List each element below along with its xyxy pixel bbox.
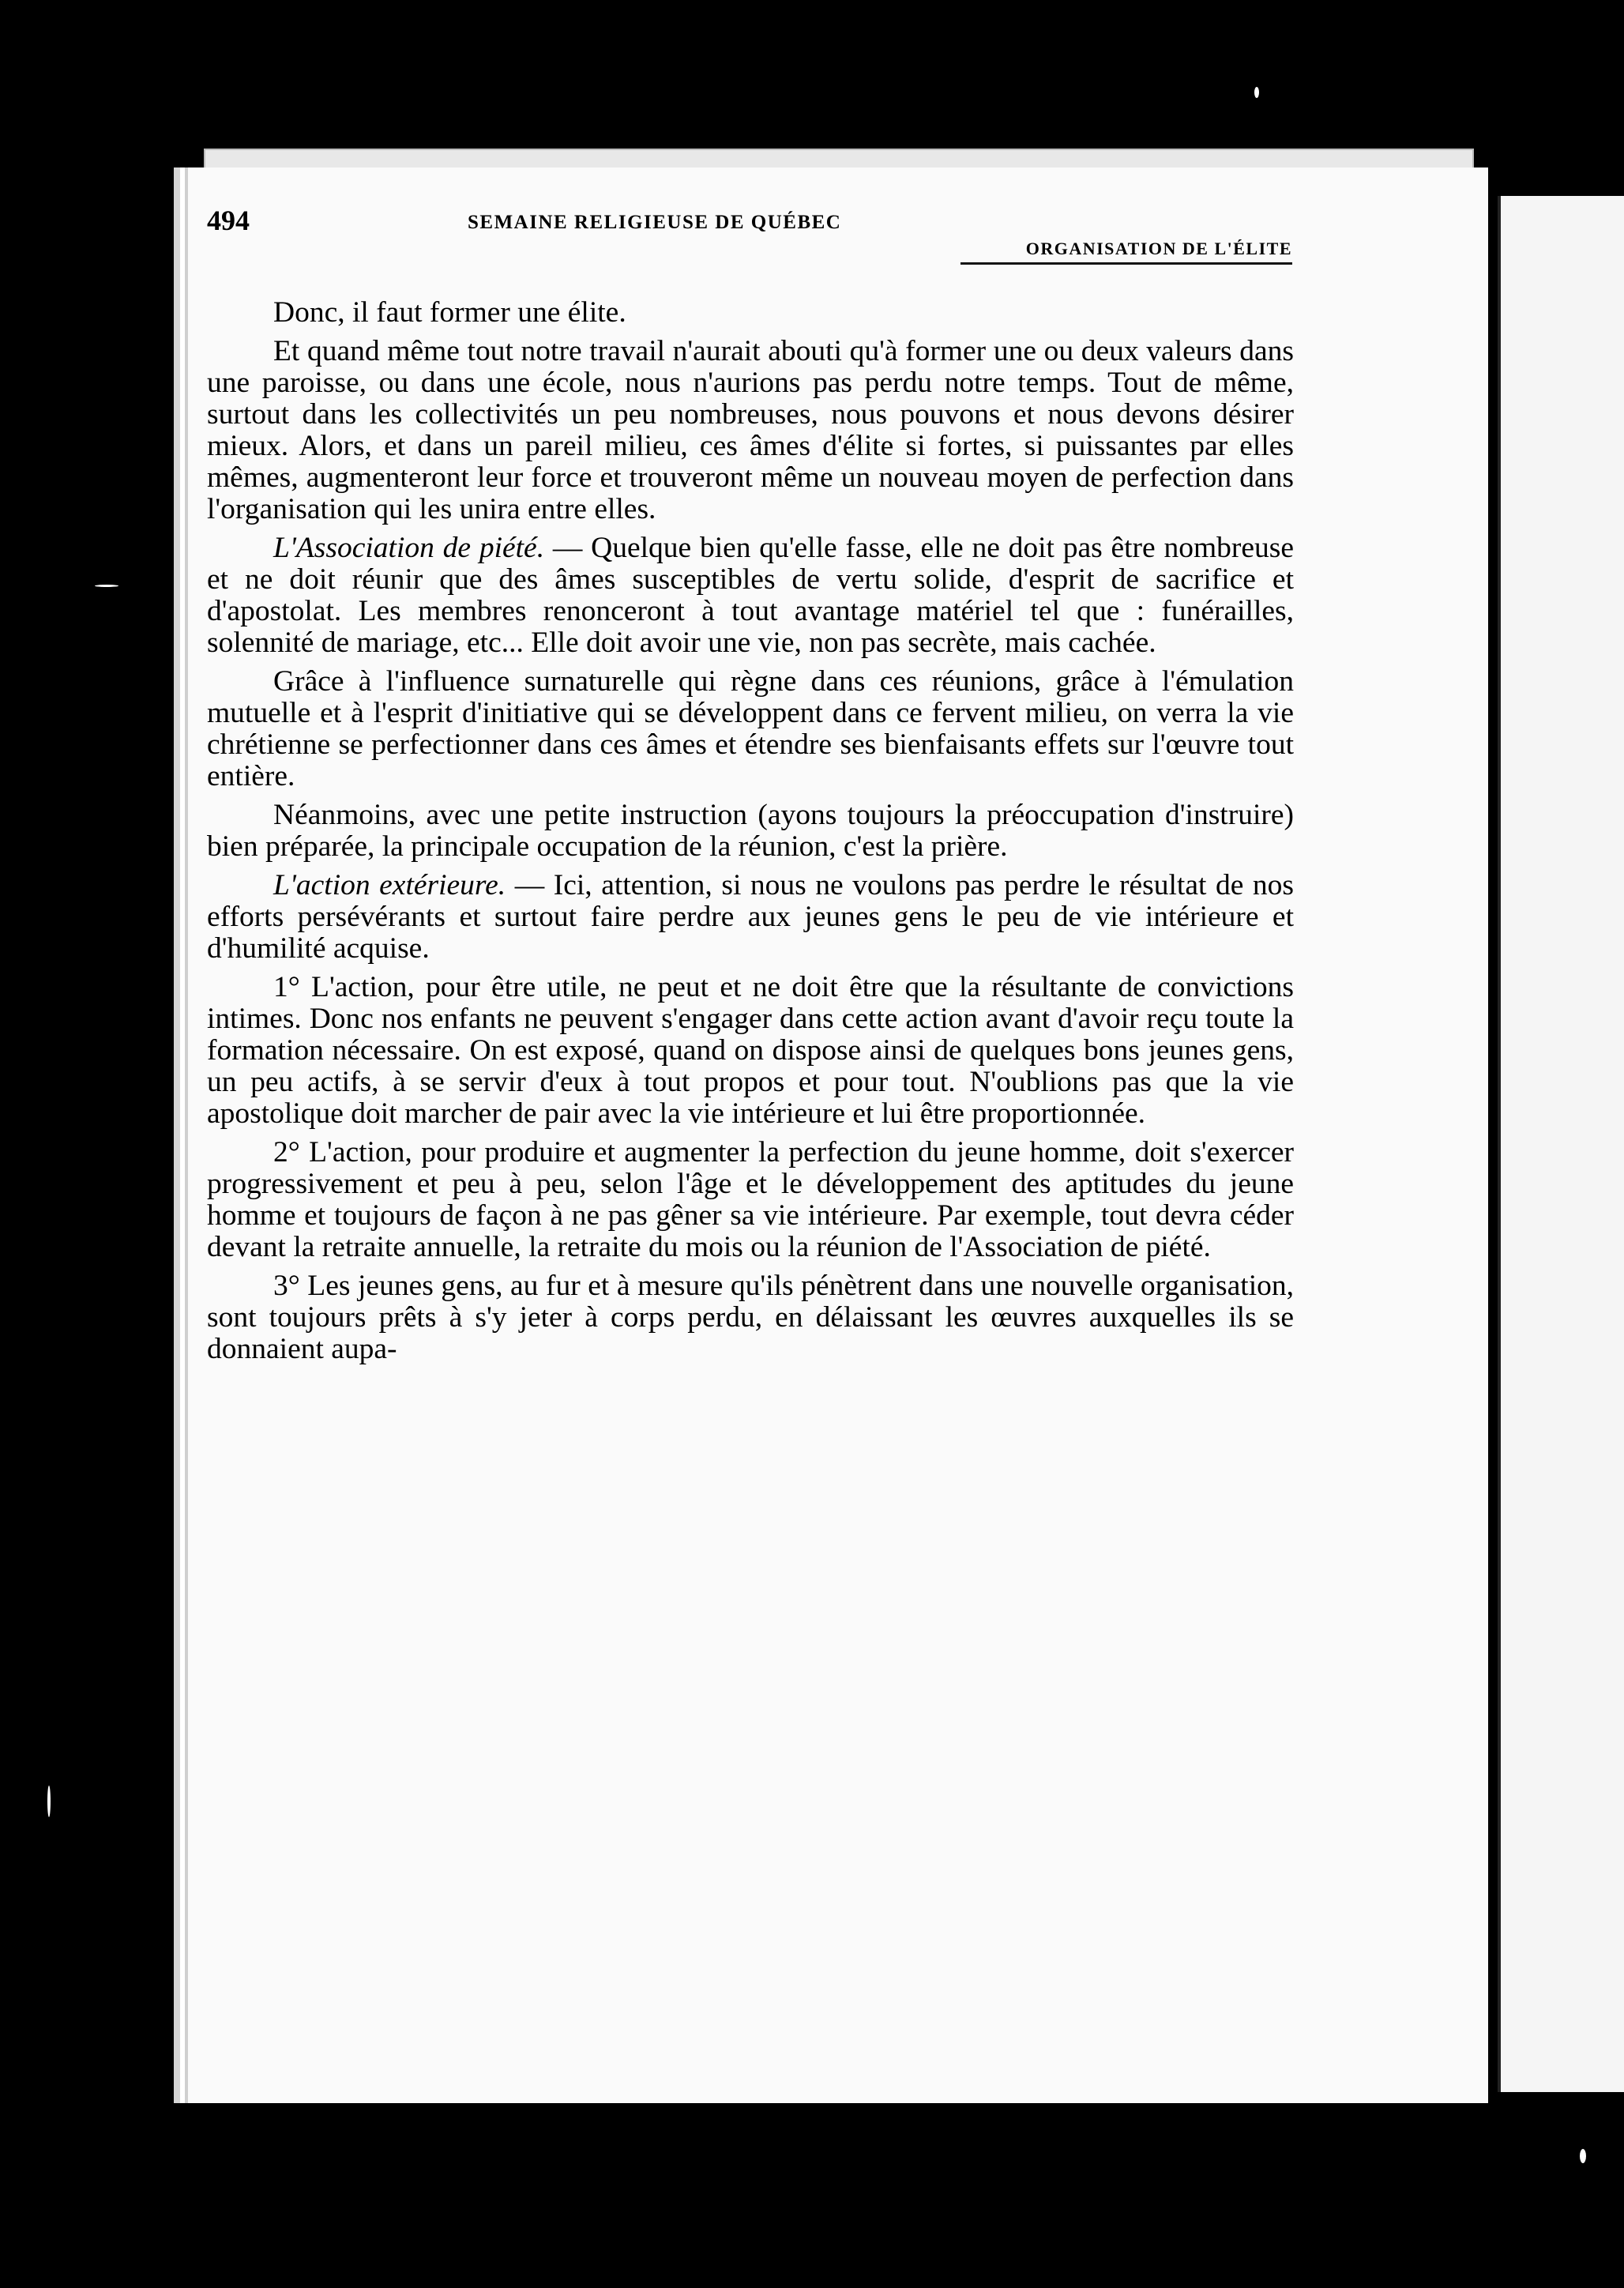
paragraph: L'action extérieure. — Ici, attention, si nous ne voulons pas perdre le résultat de nos efforts persévérants et surtout faire perdre aux jeunes gens le peu de vie intérieure et d'humilité acquise. (207, 869, 1294, 965)
film-speck (47, 1786, 51, 1817)
paragraph-lead: L'action extérieure. (273, 869, 506, 901)
section-title: ORGANISATION DE L'ÉLITE (960, 239, 1292, 265)
paragraph: Grâce à l'influence surnaturelle qui règne dans ces réunions, grâce à l'émulation mutuelle et à l'esprit d'initiative qui se développent dans ce fervent milieu, on verra la vie chrétienne se perfectionner dans ces âmes et étendre ses bienfaisants effets sur l'œuvre tout entière. (207, 665, 1294, 792)
adjacent-page-edge (1498, 196, 1624, 2092)
paragraph: 3° Les jeunes gens, au fur et à mesure qu'ils pénètrent dans une nouvelle organisation, sont toujours prêts à s'y jeter à corps perdu, en délaissant les œuvres auxquelles ils se donnaient aupa- (207, 1270, 1294, 1365)
film-speck (1580, 2149, 1586, 2163)
article-body (207, 297, 1294, 1372)
paragraph: 1° L'action, pour être utile, ne peut et ne doit être que la résultante de convictions intimes. Donc nos enfants ne peuvent s'engager dans cette action avant d'avoir reçu toute la formation nécessaire. On est exposé, quand on dispose ainsi de quelques bons jeunes gens, un peu actifs, à se servir d'eux à tout propos et pour tout. N'oublions pas que la vie apostolique doit marcher de pair avec la vie intérieure et lui être proportionnée. (207, 971, 1294, 1130)
film-speck (1254, 87, 1259, 98)
paragraph-lead: L'Association de piété. (273, 532, 545, 564)
journal-title: SEMAINE RELIGIEUSE DE QUÉBEC (468, 212, 842, 233)
page-number: 494 (207, 205, 250, 236)
paragraph: 2° L'action, pour produire et augmenter la perfection du jeune homme, doit s'exercer progressivement et peu à peu, selon l'âge et le développement des aptitudes du jeune homme et toujours de façon à ne pas gêner sa vie intérieure. Par exemple, tout devra céder devant la retraite annuelle, la retraite du mois ou la réunion de l'Association de piété. (207, 1136, 1294, 1263)
paragraph: Et quand même tout notre travail n'aurait abouti qu'à former une ou deux valeurs dans une paroisse, ou dans une école, nous n'aurions pas perdu notre temps. Tout de même, surtout dans les collectivités un peu nombreuses, nous pouvons et nous devons désirer mieux. Alors, et dans un pareil milieu, ces âmes d'élite si fortes, si puissantes par elles mêmes, augmenteront leur force et trouveront même un nouveau moyen de perfection dans l'organisation qui les unira entre elles. (207, 335, 1294, 525)
paragraph: L'Association de piété. — Quelque bien qu'elle fasse, elle ne doit pas être nombreuse et ne doit réunir que des âmes susceptibles de vertu solide, d'esprit de sacrifice et d'apostolat. Les membres renonceront à tout avantage matériel tel que : funérailles, solennité de mariage, etc... Elle doit avoir une vie, non pas secrète, mais cachée. (207, 532, 1295, 659)
film-speck (95, 585, 118, 587)
paragraph: Donc, il faut former une élite. (273, 296, 626, 329)
paragraph: Néanmoins, avec une petite instruction (ayons toujours la préoccupation d'instruire) bien préparée, la principale occupation de la réunion, c'est la prière. (207, 799, 1294, 863)
